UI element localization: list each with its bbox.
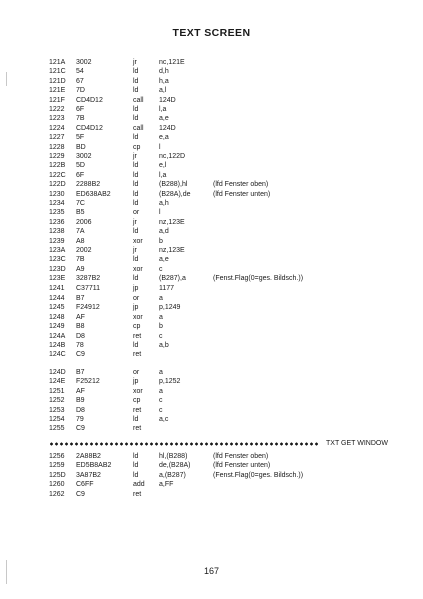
address-cell: 122D <box>49 181 66 189</box>
operand-cell: nz,123E <box>159 247 185 254</box>
operand-cell: a,(B287) <box>159 471 186 479</box>
opcode-bytes-cell: F24912 <box>76 304 100 312</box>
opcode-bytes-cell: CD4D12 <box>76 124 103 132</box>
address-cell: 121E <box>49 87 66 95</box>
mnemonic-cell: ld <box>133 134 139 142</box>
address-cell: 1252 <box>49 397 65 405</box>
section-label: TXT GET WINDOW <box>326 440 388 447</box>
address-cell: 121A <box>49 59 66 66</box>
opcode-bytes-cell: C9 <box>76 425 85 433</box>
mnemonic-cell: jr <box>133 247 137 254</box>
mnemonic-cell: cp <box>133 143 141 151</box>
operand-cell: p,1249 <box>159 304 181 312</box>
mnemonic-cell: ld <box>133 416 139 423</box>
opcode-bytes-cell: D8 <box>76 406 85 414</box>
address-cell: 1234 <box>49 200 65 207</box>
opcode-bytes-cell: 78 <box>76 342 84 349</box>
operand-cell: c <box>159 265 163 273</box>
address-cell: 1260 <box>49 481 65 489</box>
address-cell: 1235 <box>49 209 65 217</box>
opcode-bytes-cell: CD4D12 <box>76 96 103 104</box>
mnemonic-cell: ret <box>133 406 142 414</box>
opcode-bytes-cell: 7B <box>76 256 85 264</box>
address-cell: 1254 <box>49 416 65 423</box>
address-cell: 1224 <box>49 124 65 132</box>
comment-cell: (Fenst.Flag(0=ges. Bildsch.)) <box>213 275 304 283</box>
address-cell: 124E <box>49 378 66 386</box>
address-cell: 124B <box>49 342 66 349</box>
scan-artifact <box>6 72 7 86</box>
opcode-bytes-cell: 6F <box>76 106 85 113</box>
opcode-bytes-cell: 7B <box>76 115 85 123</box>
opcode-bytes-cell: 5D <box>76 162 85 170</box>
address-cell: 1256 <box>49 453 65 460</box>
operand-cell: a,c <box>159 416 169 423</box>
comment-cell: (lfd Fenster oben) <box>213 453 269 460</box>
mnemonic-cell: jr <box>133 59 137 66</box>
mnemonic-cell: ld <box>133 115 139 123</box>
mnemonic-cell: add <box>133 481 145 489</box>
opcode-bytes-cell: A8 <box>76 237 85 245</box>
mnemonic-cell: ld <box>133 162 139 170</box>
opcode-bytes-cell: C9 <box>76 490 85 498</box>
mnemonic-cell: ld <box>133 190 139 198</box>
mnemonic-cell: ret <box>133 490 142 498</box>
address-cell: 124A <box>49 332 66 340</box>
operand-cell: de,(B28A) <box>159 462 191 470</box>
opcode-bytes-cell: A9 <box>76 265 85 273</box>
mnemonic-cell: ld <box>133 200 139 207</box>
operand-cell: b <box>159 323 163 331</box>
address-cell: 1238 <box>49 228 65 236</box>
opcode-bytes-cell: B7 <box>76 295 85 302</box>
mnemonic-cell: ld <box>133 462 139 470</box>
address-cell: 123C <box>49 256 66 264</box>
mnemonic-cell: jp <box>133 284 139 292</box>
opcode-bytes-cell: B9 <box>76 397 85 405</box>
mnemonic-cell: ld <box>133 453 139 460</box>
mnemonic-cell: ret <box>133 351 142 359</box>
operand-cell: nc,121E <box>159 59 185 66</box>
operand-cell: l,a <box>159 171 167 179</box>
opcode-bytes-cell: ED638AB2 <box>76 190 111 198</box>
address-cell: 121C <box>49 68 66 76</box>
address-cell: 1229 <box>49 153 65 160</box>
mnemonic-cell: xor <box>133 237 143 245</box>
mnemonic-cell: xor <box>133 387 143 395</box>
address-cell: 1230 <box>49 190 65 198</box>
opcode-bytes-cell: 7C <box>76 200 85 207</box>
address-cell: 1244 <box>49 295 65 302</box>
comment-cell: (lfd Fenster unten) <box>213 190 271 198</box>
mnemonic-cell: ld <box>133 87 139 95</box>
mnemonic-cell: jr <box>133 153 137 160</box>
opcode-bytes-cell: C6FF <box>76 481 94 489</box>
operand-cell: l <box>159 143 161 151</box>
opcode-bytes-cell: 5F <box>76 134 85 142</box>
opcode-bytes-cell: F25212 <box>76 378 100 386</box>
address-cell: 1259 <box>49 462 65 470</box>
operand-cell: 1177 <box>159 284 175 292</box>
operand-cell: 124D <box>159 96 176 104</box>
opcode-bytes-cell: 3287B2 <box>76 275 101 283</box>
address-cell: 1255 <box>49 425 65 433</box>
operand-cell: (B287),a <box>159 275 186 283</box>
mnemonic-cell: ld <box>133 228 139 236</box>
operand-cell: p,1252 <box>159 378 181 386</box>
mnemonic-cell: cp <box>133 397 141 405</box>
opcode-bytes-cell: 2A88B2 <box>76 453 101 460</box>
address-cell: 1262 <box>49 490 65 498</box>
address-cell: 1223 <box>49 115 65 123</box>
opcode-bytes-cell: D8 <box>76 332 85 340</box>
mnemonic-cell: ld <box>133 68 139 76</box>
mnemonic-cell: jr <box>133 218 137 226</box>
opcode-bytes-cell: B5 <box>76 209 85 217</box>
opcode-bytes-cell: 54 <box>76 68 84 76</box>
operand-cell: b <box>159 237 163 245</box>
operand-cell: l <box>159 209 161 217</box>
address-cell: 121D <box>49 77 66 85</box>
operand-cell: a,e <box>159 115 169 123</box>
operand-cell: (B288),hl <box>159 181 188 189</box>
operand-cell: a,FF <box>159 481 174 489</box>
operand-cell: a,l <box>159 87 167 95</box>
mnemonic-cell: ld <box>133 181 139 189</box>
operand-cell: h,a <box>159 77 169 85</box>
address-cell: 1236 <box>49 218 65 226</box>
address-cell: 1239 <box>49 237 65 245</box>
address-cell: 1245 <box>49 304 65 312</box>
address-cell: 123D <box>49 265 66 273</box>
address-cell: 1248 <box>49 313 65 321</box>
section-separator-dots <box>49 441 319 447</box>
opcode-bytes-cell: 3002 <box>76 153 92 160</box>
address-cell: 121F <box>49 96 65 104</box>
opcode-bytes-cell: 2288B2 <box>76 181 101 189</box>
operand-cell: a <box>159 295 163 302</box>
address-cell: 1249 <box>49 323 65 331</box>
comment-cell: (Fenst.Flag(0=ges. Bildsch.)) <box>213 471 304 479</box>
opcode-bytes-cell: C9 <box>76 351 85 359</box>
mnemonic-cell: ld <box>133 471 139 479</box>
opcode-bytes-cell: AF <box>76 387 85 395</box>
address-cell: 123E <box>49 275 66 283</box>
opcode-bytes-cell: 2002 <box>76 247 92 254</box>
operand-cell: c <box>159 406 163 414</box>
operand-cell: a,b <box>159 342 169 349</box>
operand-cell: l,a <box>159 106 167 113</box>
operand-cell: a <box>159 369 163 376</box>
opcode-bytes-cell: 6F <box>76 171 85 179</box>
operand-cell: 124D <box>159 124 176 132</box>
opcode-bytes-cell: BD <box>76 143 86 151</box>
opcode-bytes-cell: ED5B8AB2 <box>76 462 112 470</box>
operand-cell: nc,122D <box>159 153 186 160</box>
page-number: 167 <box>203 566 220 576</box>
opcode-bytes-cell: AF <box>76 313 85 321</box>
opcode-bytes-cell: B7 <box>76 369 85 376</box>
address-cell: 124C <box>49 351 66 359</box>
operand-cell: a,d <box>159 228 169 236</box>
operand-cell: d,h <box>159 68 169 76</box>
address-cell: 123A <box>49 247 66 254</box>
opcode-bytes-cell: 7D <box>76 87 85 95</box>
address-cell: 122B <box>49 162 66 170</box>
mnemonic-cell: ld <box>133 256 139 264</box>
mnemonic-cell: or <box>133 369 140 376</box>
address-cell: 1228 <box>49 143 65 151</box>
mnemonic-cell: or <box>133 209 140 217</box>
opcode-bytes-cell: B8 <box>76 323 85 331</box>
mnemonic-cell: ret <box>133 332 142 340</box>
opcode-bytes-cell: 2006 <box>76 218 92 226</box>
opcode-bytes-cell: 67 <box>76 77 84 85</box>
mnemonic-cell: ld <box>133 275 139 283</box>
address-cell: 124D <box>49 369 66 376</box>
opcode-bytes-cell: 79 <box>76 416 84 423</box>
address-cell: 125D <box>49 471 66 479</box>
operand-cell: a,e <box>159 256 169 264</box>
mnemonic-cell: ld <box>133 342 139 349</box>
address-cell: 1227 <box>49 134 65 142</box>
scan-artifact <box>6 560 7 584</box>
opcode-bytes-cell: 7A <box>76 228 85 236</box>
operand-cell: a,h <box>159 200 169 207</box>
mnemonic-cell: jp <box>133 304 139 312</box>
operand-cell: e,a <box>159 134 169 142</box>
operand-cell: c <box>159 332 163 340</box>
page-title: TEXT SCREEN <box>172 27 251 39</box>
operand-cell: hl,(B288) <box>159 453 188 460</box>
operand-cell: nz,123E <box>159 218 185 226</box>
mnemonic-cell: jp <box>133 378 139 386</box>
opcode-bytes-cell: C37711 <box>76 284 101 292</box>
mnemonic-cell: xor <box>133 313 143 321</box>
operand-cell: (B28A),de <box>159 190 191 198</box>
mnemonic-cell: or <box>133 295 140 302</box>
address-cell: 1253 <box>49 406 65 414</box>
mnemonic-cell: cp <box>133 323 141 331</box>
address-cell: 1241 <box>49 284 65 292</box>
mnemonic-cell: call <box>133 124 144 132</box>
operand-cell: c <box>159 397 163 405</box>
opcode-bytes-cell: 3002 <box>76 59 92 66</box>
address-cell: 1251 <box>49 387 65 395</box>
mnemonic-cell: ret <box>133 425 142 433</box>
address-cell: 122C <box>49 171 66 179</box>
mnemonic-cell: ld <box>133 77 139 85</box>
comment-cell: (lfd Fenster unten) <box>213 462 271 470</box>
address-cell: 1222 <box>49 106 65 113</box>
mnemonic-cell: call <box>133 96 144 104</box>
operand-cell: a <box>159 387 163 395</box>
mnemonic-cell: xor <box>133 265 143 273</box>
comment-cell: (lfd Fenster oben) <box>213 181 269 189</box>
mnemonic-cell: ld <box>133 106 139 113</box>
mnemonic-cell: ld <box>133 171 139 179</box>
operand-cell: a <box>159 313 163 321</box>
operand-cell: e,l <box>159 162 167 170</box>
opcode-bytes-cell: 3A87B2 <box>76 471 101 479</box>
